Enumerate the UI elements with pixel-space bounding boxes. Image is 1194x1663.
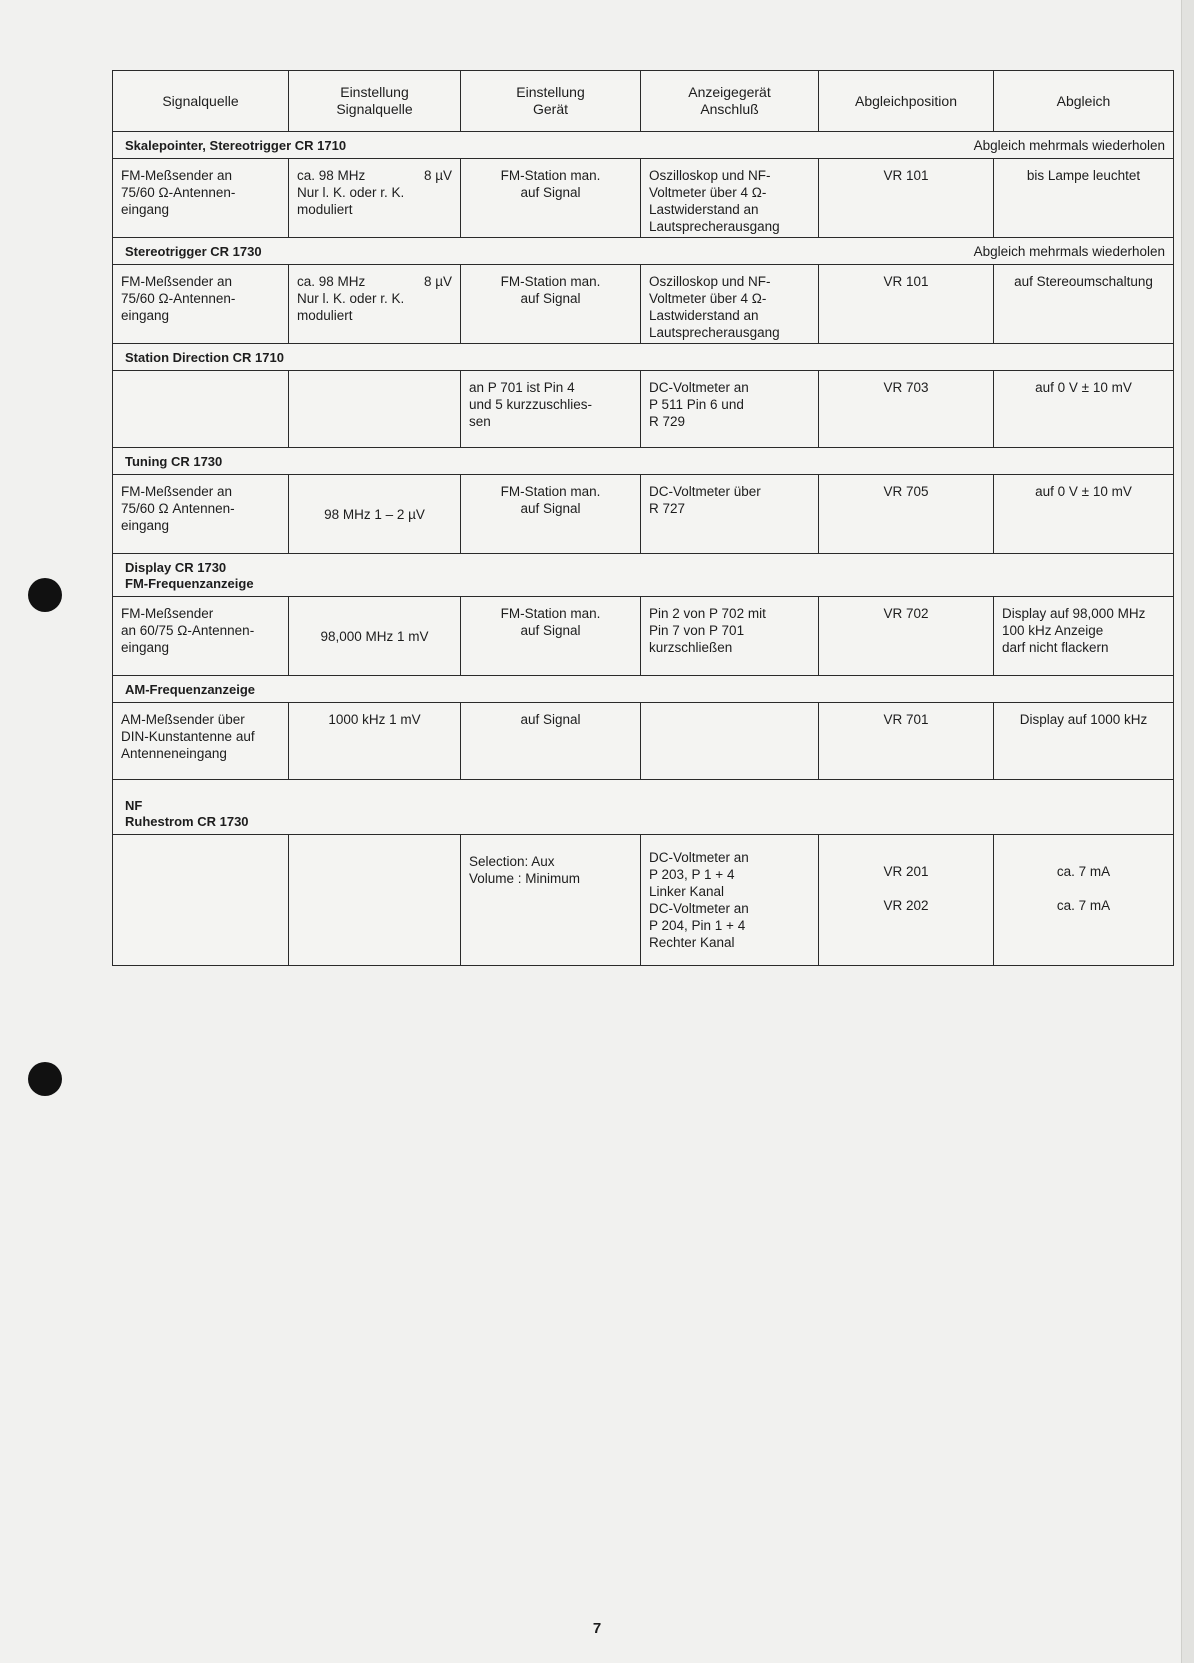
cell-abgleichposition: VR 703 — [818, 371, 993, 447]
cell-signalquelle: FM-Meßsender an 75/60 Ω Antennen- eingang — [121, 484, 235, 533]
cell-signalquelle: FM-Meßsender an 75/60 Ω-Antennen- eingang — [121, 274, 236, 323]
cell-einstellung-geraet: an P 701 ist Pin 4 und 5 kurzzuschlies- sen — [460, 371, 640, 447]
header-anzeigegeraet: Anzeigegerät Anschluß — [640, 71, 818, 131]
cell-abgleichposition: VR 101 — [818, 159, 993, 237]
cell-einstellung-signalquelle — [288, 835, 460, 965]
punch-hole — [28, 578, 62, 612]
section-label: AM-Frequenzanzeige — [125, 682, 256, 697]
cell-abgleichposition: VR 101 — [818, 265, 993, 343]
section-title — [113, 553, 1173, 596]
cell-einstellung-geraet: Selection: Aux Volume : Minimum — [460, 835, 640, 965]
cell-signalquelle: FM-Meßsender an 60/75 Ω-Antennen- eingang — [121, 606, 255, 655]
section-note: Abgleich mehrmals wiederholen — [973, 138, 1165, 153]
header-einstellung-geraet: Einstellung Gerät — [460, 71, 640, 131]
section-title — [113, 675, 1173, 702]
table-row — [113, 264, 1173, 343]
cell-abgleich: Display auf 98,000 MHz 100 kHz Anzeige darf nicht flackern — [993, 597, 1173, 675]
section-title — [113, 447, 1173, 474]
section-title — [113, 237, 1173, 264]
alignment-table — [112, 70, 1174, 966]
cell-einstellung-geraet: auf Signal — [460, 703, 640, 779]
cell-abgleich: bis Lampe leuchtet — [993, 159, 1173, 237]
table-row — [113, 370, 1173, 447]
section-title — [113, 343, 1173, 370]
cell-einstellung-signalquelle — [288, 159, 460, 237]
cell-anzeigegeraet: DC-Voltmeter an P 203, P 1 + 4 Linker Kanal DC-Voltmeter an P 204, Pin 1 + 4 Rechter Kanal — [640, 835, 818, 965]
cell-abgleich: auf 0 V ± 10 mV — [993, 475, 1173, 553]
cell-signalquelle: FM-Meßsender an 75/60 Ω-Antennen- eingang — [121, 168, 236, 217]
cell-einstellung-signalquelle — [288, 371, 460, 447]
cell-anzeigegeraet: Oszilloskop und NF- Voltmeter über 4 Ω- Lastwiderstand an Lautsprecherausgang — [640, 265, 818, 343]
cell-einstellung-signalquelle — [288, 265, 460, 343]
cell-anzeigegeraet: Pin 2 von P 702 mit Pin 7 von P 701 kurzschließen — [640, 597, 818, 675]
cell-einstellung-geraet: FM-Station man. auf Signal — [460, 159, 640, 237]
cell-einstellung-signalquelle: 98 MHz 1 – 2 µV — [288, 475, 460, 553]
section-title — [113, 131, 1173, 158]
cell-abgleich: Display auf 1000 kHz — [993, 703, 1173, 779]
header-abgleichposition: Abgleichposition — [818, 71, 993, 131]
cell-anzeigegeraet: DC-Voltmeter an P 511 Pin 6 und R 729 — [640, 371, 818, 447]
section-title — [113, 779, 1173, 834]
page-edge — [1181, 0, 1194, 1663]
table-row — [113, 834, 1173, 965]
section-label: Tuning CR 1730 — [125, 454, 223, 469]
frequency-value: ca. 98 MHz — [297, 274, 366, 289]
section-note: Abgleich mehrmals wiederholen — [973, 244, 1165, 259]
table-row — [113, 474, 1173, 553]
page-number: 7 — [592, 1620, 602, 1637]
cell-abgleichposition: VR 201 VR 202 — [818, 835, 993, 965]
cell-einstellung-geraet: FM-Station man. auf Signal — [460, 597, 640, 675]
cell-einstellung-geraet: FM-Station man. auf Signal — [460, 475, 640, 553]
cell-anzeigegeraet — [640, 703, 818, 779]
voltage-value: 8 µV — [423, 168, 452, 183]
table-header — [113, 71, 1173, 131]
modulation-note: Nur l. K. oder r. K. moduliert — [297, 291, 405, 323]
modulation-note: Nur l. K. oder r. K. moduliert — [297, 185, 405, 217]
header-einstellung-signalquelle: Einstellung Signalquelle — [288, 71, 460, 131]
section-label: Stereotrigger CR 1730 — [125, 244, 262, 259]
cell-abgleichposition: VR 702 — [818, 597, 993, 675]
frequency-value: ca. 98 MHz — [297, 168, 366, 183]
cell-einstellung-signalquelle: 1000 kHz 1 mV — [288, 703, 460, 779]
cell-signalquelle: AM-Meßsender über DIN-Kunstantenne auf Antenneneingang — [121, 712, 255, 761]
cell-anzeigegeraet: DC-Voltmeter über R 727 — [640, 475, 818, 553]
header-signalquelle: Signalquelle — [162, 92, 239, 109]
table-row — [113, 596, 1173, 675]
cell-abgleichposition: VR 701 — [818, 703, 993, 779]
voltage-value: 8 µV — [423, 274, 452, 289]
cell-signalquelle — [113, 835, 288, 965]
header-abgleich: Abgleich — [993, 71, 1173, 131]
punch-hole — [28, 1062, 62, 1096]
cell-einstellung-geraet: FM-Station man. auf Signal — [460, 265, 640, 343]
cell-abgleich: ca. 7 mA ca. 7 mA — [993, 835, 1173, 965]
table-row — [113, 702, 1173, 779]
section-label: Display CR 1730 FM-Frequenzanzeige — [125, 560, 254, 591]
cell-abgleichposition: VR 705 — [818, 475, 993, 553]
section-label: Skalepointer, Stereotrigger CR 1710 — [125, 138, 347, 153]
cell-signalquelle — [113, 371, 288, 447]
section-label: Station Direction CR 1710 — [125, 350, 284, 365]
cell-abgleich: auf 0 V ± 10 mV — [993, 371, 1173, 447]
cell-einstellung-signalquelle: 98,000 MHz 1 mV — [288, 597, 460, 675]
cell-abgleich: auf Stereoumschaltung — [993, 265, 1173, 343]
table-row — [113, 158, 1173, 237]
section-label: NF Ruhestrom CR 1730 — [125, 798, 249, 829]
cell-anzeigegeraet: Oszilloskop und NF- Voltmeter über 4 Ω- Lastwiderstand an Lautsprecherausgang — [640, 159, 818, 237]
